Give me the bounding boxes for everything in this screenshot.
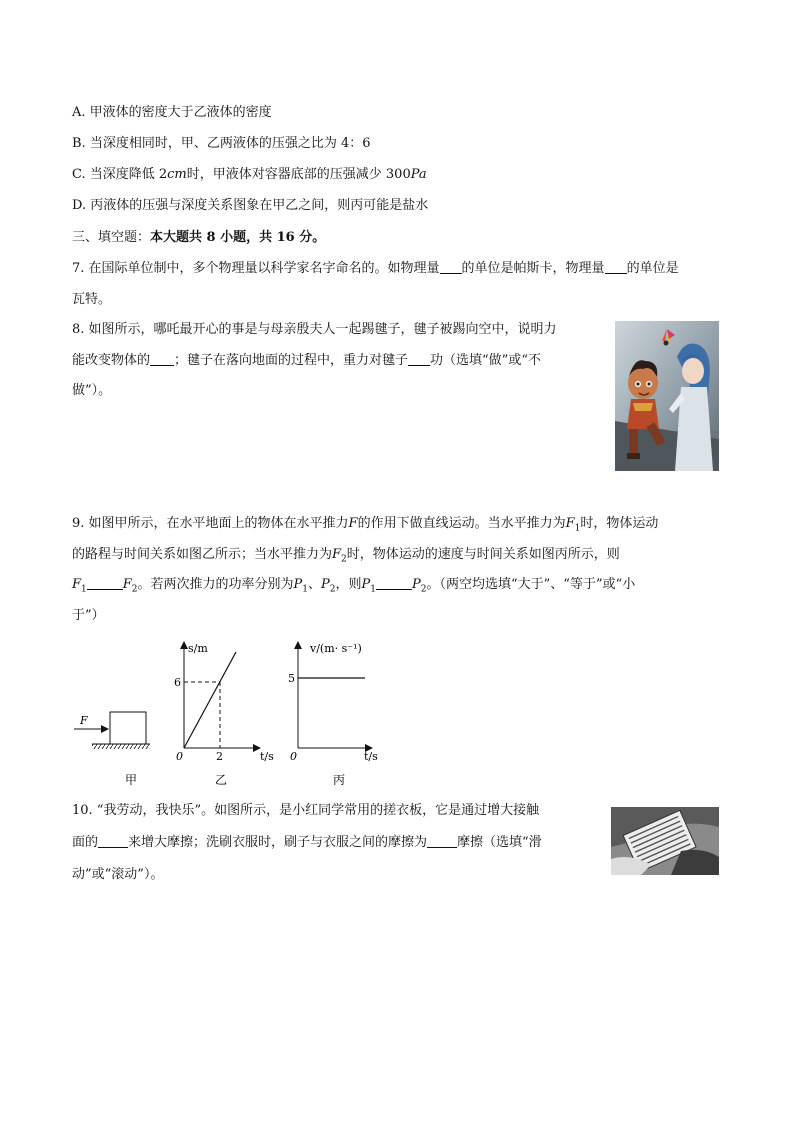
origin-label: 0 <box>290 750 297 763</box>
answer-blank[interactable] <box>376 576 412 590</box>
motion-figure <box>60 632 400 790</box>
y-tick-label: 6 <box>174 676 181 689</box>
y-axis-label: s/m <box>188 642 208 655</box>
question-10-line-1: 10. “我劳动，我快乐”。如图所示，是小红同学常用的搓衣板，它是通过增大接触 <box>72 803 540 818</box>
figure-bing <box>288 642 378 787</box>
question-9-line-1: 9. 如图甲所示，在水平地面上的物体在水平推力F的作用下做直线运动。当水平推力为$F_1$时，物体运动 <box>72 516 659 534</box>
answer-blank[interactable] <box>87 576 123 590</box>
block <box>110 712 146 744</box>
question-9-line-2: 的路程与时间关系如图乙所示；当水平推力为$F_2$时，物体运动的速度与时间关系如图丙所示，则 <box>72 547 620 565</box>
section-heading: 三、填空题：本大题共 8 小题，共 16 分。 <box>72 230 326 245</box>
x-axis-label: t/s <box>260 750 274 763</box>
question-9-line-3: $F_1$ $F_2$。若两次推力的功率分别为$P_1$、$P_2$，则$P_1$ $P_2$。（两空均选填“大于”、“等于”或“小 <box>72 577 636 595</box>
option-b: B. 当深度相同时，甲、乙两液体的压强之比为 4：6 <box>72 136 371 151</box>
force-label: F <box>80 714 88 727</box>
option-a: A. 甲液体的密度大于乙液体的密度 <box>72 105 272 120</box>
question-7-line-1: 7. 在国际单位制中，多个物理量以科学家名字命名的。如物理量 的单位是帕斯卡，物理量 的单位是 <box>72 261 679 276</box>
caption-bing: 丙 <box>333 773 346 787</box>
answer-blank[interactable] <box>408 352 430 366</box>
y-axis-label: v/(m· s⁻¹) <box>310 642 362 655</box>
origin-label: 0 <box>176 750 183 763</box>
question-10-line-2: 面的 来增大摩擦；洗刷衣服时，刷子与衣服之间的摩擦为 摩擦（选填“滑 <box>72 835 542 850</box>
question-9-line-4: 于”） <box>72 608 105 623</box>
ground-hatch <box>92 744 150 749</box>
question-7-line-2: 瓦特。 <box>72 292 112 307</box>
answer-blank[interactable] <box>440 260 462 274</box>
answer-blank[interactable] <box>98 834 128 848</box>
question-8-line-3: 做”）。 <box>72 383 112 398</box>
figure-jia <box>74 712 150 787</box>
option-d: D. 丙液体的压强与深度关系图象在甲乙之间，则丙可能是盐水 <box>72 198 429 213</box>
s-t-line <box>184 652 236 748</box>
option-c: C. 当深度降低 2cm时，甲液体对容器底部的压强减少 300Pa <box>72 167 427 182</box>
caption-jia: 甲 <box>125 773 138 787</box>
nezha-illustration <box>615 321 719 471</box>
x-tick-label: 2 <box>216 750 223 763</box>
answer-blank[interactable] <box>150 352 174 366</box>
y-tick-label: 5 <box>288 672 295 685</box>
question-8-line-1: 8. 如图所示，哪吒最开心的事是与母亲殷夫人一起踢毽子，毽子被踢向空中，说明力 <box>72 322 557 337</box>
washboard-photo <box>611 807 719 875</box>
figure-yi <box>174 642 274 787</box>
question-10-line-3: 动”或“滚动”）。 <box>72 867 164 882</box>
question-8-line-2: 能改变物体的 ；毽子在落向地面的过程中，重力对毽子 功（选填“做”或“不 <box>72 353 541 368</box>
answer-blank[interactable] <box>427 834 457 848</box>
caption-yi: 乙 <box>215 773 228 787</box>
answer-blank[interactable] <box>605 260 627 274</box>
x-axis-label: t/s <box>364 750 378 763</box>
